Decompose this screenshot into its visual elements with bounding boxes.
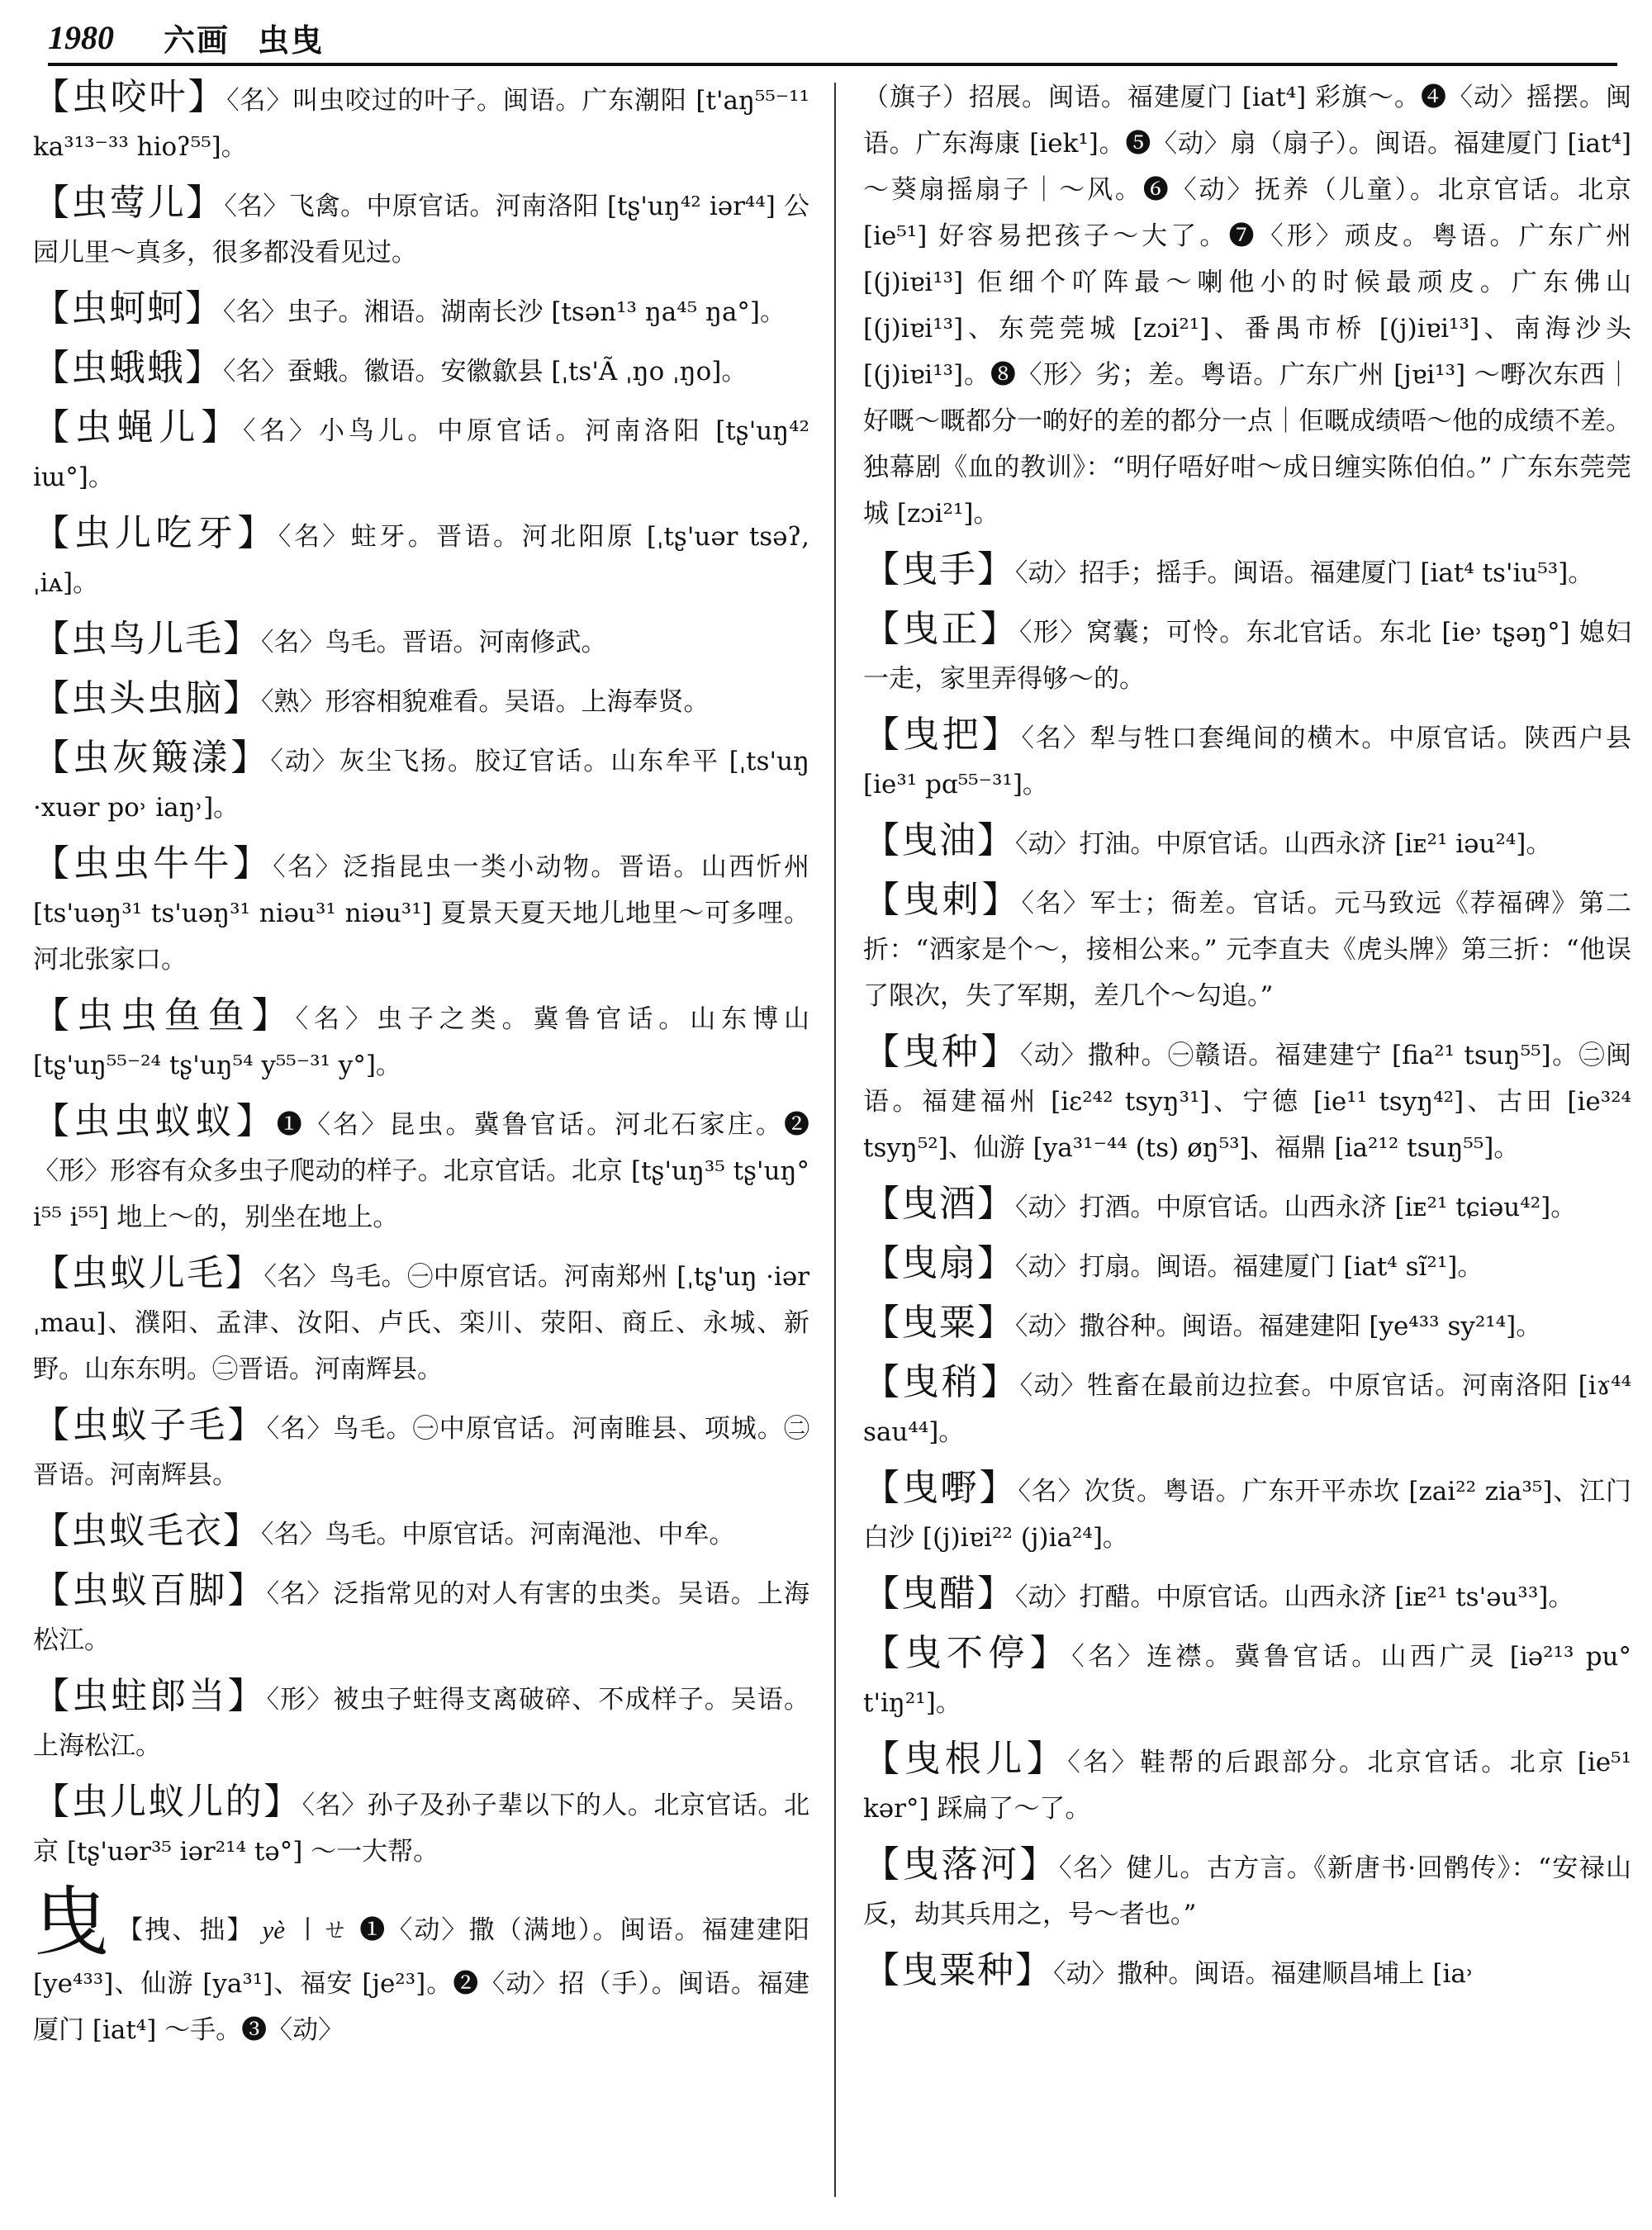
entry-headword: 【曳油】 — [863, 819, 1015, 861]
entry-headword: 【虫灰簸漾】 — [33, 737, 271, 779]
entry-曳嘢: 【曳嘢】〈名〉次货。粤语。广东开平赤坎 [zai²² zia³⁵]、江门白沙 [(j)iɐi²² (j)ia²⁴]。 — [863, 1467, 1631, 1553]
entry-虫蚁儿毛: 【虫蚁儿毛】〈名〉鸟毛。㊀中原官话。河南郑州 [ˌtʂ'uŋ ·iər ˌmau]、濮阳、孟津、汝阳、卢氏、栾川、荥阳、商丘、永城、新野。山东东明。㊁晋语。河南辉县。 — [33, 1252, 810, 1384]
entry-曳不停: 【曳不停】〈名〉连襟。冀鲁官话。山西广灵 [iə²¹³ pu° t'iŋ²¹]。 — [863, 1632, 1632, 1718]
entry-曳稍: 【曳稍】〈动〉牲畜在最前边拉套。中原官话。河南洛阳 [iɤ⁴⁴ sau⁴⁴]。 — [863, 1361, 1632, 1447]
main-variants: 【拽、拙】 — [117, 1915, 254, 1945]
entry-虫蚁子毛: 【虫蚁子毛】〈名〉鸟毛。㊀中原官话。河南睢县、项城。㊁晋语。河南辉县。 — [33, 1404, 809, 1490]
entry-曳粟种: 【曳粟种】〈动〉撒种。闽语。福建顺昌埔上 [ia˒ — [863, 1949, 1474, 1991]
entry-虫鸟儿毛: 【虫鸟儿毛】〈名〉鸟毛。晋语。河南修武。 — [33, 618, 607, 660]
entry-虫虫牛牛: 【虫虫牛牛】〈名〉泛指昆虫一类小动物。晋语。山西忻州 [ts'uəŋ³¹ ts'uəŋ³¹ niəu³¹ niəu³¹] 夏景天夏天地儿地里～可多哩。河北张家口。 — [33, 842, 809, 975]
entry-headword: 【虫蚁毛衣】 — [33, 1510, 261, 1552]
entry-headword: 【虫蚁子毛】 — [33, 1404, 267, 1446]
entry-虫虫蚁蚁: 【虫虫蚁蚁】❶〈名〉昆虫。冀鲁官话。河北石家庄。❷〈形〉形容有众多虫子爬动的样子。北京官话。北京 [tʂ'uŋ³⁵ tʂ'uŋ° i⁵⁵ i⁵⁵] 地上～的，别坐在地上。 — [33, 1100, 809, 1232]
entry-headword: 【曳粟】 — [863, 1302, 1015, 1344]
entry-headword: 【虫头虫脑】 — [33, 677, 261, 719]
entry-虫儿蚁儿的: 【虫儿蚁儿的】〈名〉孙子及孙子辈以下的人。北京官话。北京 [tʂ'uər³⁵ iər²¹⁴ tə°] ～一大帮。 — [33, 1781, 810, 1867]
entry-虫咬叶: 【虫咬叶】〈名〉叫虫咬过的叶子。闽语。广东潮阳 [t'aŋ⁵⁵⁻¹¹ ka³¹³⁻³³ hioʔ⁵⁵]。 — [33, 76, 810, 162]
entry-虫灰簸漾: 【虫灰簸漾】〈动〉灰尘飞扬。胶辽官话。山东牟平 [ˌts'uŋ ·xuər po˒ iaŋ˒]。 — [33, 737, 810, 823]
entry-headword: 【虫虫鱼鱼】 — [33, 994, 296, 1037]
entry-曳根儿: 【曳根儿】〈名〉鞋帮的后跟部分。北京官话。北京 [ie⁵¹ kər°] 踩扁了～了。 — [863, 1738, 1632, 1824]
entry-虫头虫脑: 【虫头虫脑】〈熟〉形容相貌难看。吴语。上海奉贤。 — [33, 677, 710, 719]
entry-headword: 【虫蚁百脚】 — [33, 1569, 267, 1611]
entry-曳酒: 【曳酒】〈动〉打酒。中原官话。山西永济 [iᴇ²¹ tɕiəu⁴²]。 — [863, 1183, 1577, 1225]
entry-曳扇: 【曳扇】〈动〉打扇。闽语。福建厦门 [iat⁴ sĩ²¹]。 — [863, 1242, 1483, 1284]
entry-曳粟: 【曳粟】〈动〉撒谷种。闽语。福建建阳 [ye⁴³³ sy²¹⁴]。 — [863, 1302, 1542, 1344]
entry-虫虫鱼鱼: 【虫虫鱼鱼】〈名〉虫子之类。冀鲁官话。山东博山 [tʂ'uŋ⁵⁵⁻²⁴ tʂ'uŋ⁵⁴ y⁵⁵⁻³¹ y°]。 — [33, 994, 810, 1080]
entry-headword: 【曳正】 — [863, 608, 1019, 650]
entry-headword: 【虫虫牛牛】 — [33, 842, 273, 885]
right-column — [863, 74, 1631, 2007]
entry-虫莺儿: 【虫莺儿】〈名〉飞禽。中原官话。河南洛阳 [tʂ'uŋ⁴² iər⁴⁴] 公园儿里～真多，很多都没看见过。 — [33, 182, 810, 268]
entry-headword: 【虫鸟儿毛】 — [33, 618, 261, 660]
entry-headword: 【曳手】 — [863, 548, 1015, 591]
entry-headword: 【曳把】 — [863, 714, 1022, 756]
entry-曳正: 【曳正】〈形〉窝囊；可怜。东北官话。东北 [ie˒ tʂəŋ°] 媳妇一走，家里弄得够～的。 — [863, 608, 1631, 694]
entry-虫蝇儿: 【虫蝇儿】〈名〉小鸟儿。中原官话。河南洛阳 [tʂ'uŋ⁴² iɯ°]。 — [33, 406, 809, 492]
column-divider — [834, 83, 836, 2197]
entry-虫蛀郎当: 【虫蛀郎当】〈形〉被虫子蛀得支离破碎、不成样子。吴语。上海松江。 — [33, 1675, 809, 1761]
main-zhuyin: 丨ㄝ — [293, 1915, 350, 1945]
entry-headword: 【曳落河】 — [863, 1843, 1059, 1886]
entry-headword: 【虫蛾蛾】 — [33, 347, 223, 389]
entry-曳醋: 【曳醋】〈动〉打醋。中原官话。山西永济 [iᴇ²¹ ts'əu³³]。 — [863, 1573, 1574, 1615]
entry-曳手: 【曳手】〈动〉招手；摇手。闽语。福建厦门 [iat⁴ ts'iu⁵³]。 — [863, 548, 1594, 591]
entry-headword: 【虫儿蚁儿的】 — [33, 1781, 302, 1823]
left-column — [33, 74, 809, 2063]
entry-headword: 【曳酒】 — [863, 1183, 1015, 1225]
entry-虫蚵蚵: 【虫蚵蚵】〈名〉虫子。湘语。湖南长沙 [tsən¹³ ŋa⁴⁵ ŋa°]。 — [33, 287, 786, 330]
stroke-section: 六画 — [164, 21, 230, 59]
entry-headword: 【虫蝇儿】 — [33, 406, 244, 448]
entry-headword: 【曳不停】 — [863, 1632, 1072, 1674]
entry-headword: 【曳稍】 — [863, 1361, 1020, 1403]
entry-headword: 【曳醋】 — [863, 1573, 1015, 1615]
entry-曳-continued: （旗子）招展。闽语。福建厦门 [iat⁴] 彩旗～。❹〈动〉摇摆。闽语。广东海康 [iek¹]。❺〈动〉扇（扇子）。闽语。福建厦门 [iat⁴] ～葵扇摇扇子｜～风。❻〈动〉抚养（儿童）。北京官话。北京 [ie⁵¹] 好容易把孩子～大了。❼〈形〉顽皮。粤语。广东广州 [(j)iɐi¹³] 佢细个吖阵最～喇他小的时候最顽皮。广东佛山 [(j)iɐi¹³]、东莞莞城 [zɔi²¹]、番禺市桥 [(j)iɐi¹³]、南海沙头 [(j)iɐi¹³]。❽〈形〉劣；差。粤语。广东广州 [jɐi¹³] ～嘢次东西｜好嘅～嘅都分一啲好的差的都分一点｜佢嘅成绩唔～他的成绩不差。独幕剧《血的教训》：“明仔唔好咁～成日缠实陈伯伯。” 广东东莞莞城 [zɔi²¹]。 — [863, 83, 1631, 529]
main-definition: ❶〈动〉撒（满地）。闽语。福建建阳 [ye⁴³³]、仙游 [ya³¹]、福安 [je²³]。❷〈动〉招（手）。闽语。福建厦门 [iat⁴] ～手。❸〈动〉 — [33, 1915, 810, 2045]
entry-曳把: 【曳把】〈名〉犁与牲口套绳间的横木。中原官话。陕西户县 [ie³¹ pɑ⁵⁵⁻³¹]。 — [863, 714, 1632, 799]
entry-曳剌: 【曳剌】〈名〉军士；衙差。官话。元马致远《荐福碑》第二折：“洒家是个～，接相公来。” 元李直夫《虎头牌》第三折：“他误了限次，失了军期，差几个～勾追。” — [863, 879, 1632, 1011]
entry-曳落河: 【曳落河】〈名〉健儿。古方言。《新唐书·回鹘传》：“安禄山反，劫其兵用之，号～者也。” — [863, 1843, 1632, 1929]
entry-虫蛾蛾: 【虫蛾蛾】〈名〉蚕蛾。徽语。安徽歙县 [ˌts'Ã ˌŋo ˌŋo]。 — [33, 347, 748, 389]
entry-headword: 【曳根儿】 — [863, 1738, 1068, 1780]
entry-headword: 【曳剌】 — [863, 879, 1022, 921]
main-headword: 曳 — [33, 1878, 112, 1967]
entry-headword: 【虫蚁儿毛】 — [33, 1252, 264, 1294]
main-entry-曳 — [33, 1878, 810, 2053]
entry-曳油: 【曳油】〈动〉打油。中原官话。山西永济 [iᴇ²¹ iəu²⁴]。 — [863, 819, 1552, 861]
entry-曳种: 【曳种】〈动〉撒种。㊀赣语。福建建宁 [fia²¹ tsuŋ⁵⁵]。㊁闽语。福建福州 [iɛ²⁴² tsyŋ³¹]、宁德 [ie¹¹ tsyŋ⁴²]、古田 [ie³²⁴ tsyŋ⁵²]、仙游 [ya³¹⁻⁴⁴ (ts) øŋ⁵³]、福鼎 [ia²¹² tsuŋ⁵⁵]。 — [863, 1031, 1632, 1163]
entry-headword: 【虫莺儿】 — [33, 182, 225, 224]
entry-headword: 【曳嘢】 — [863, 1467, 1018, 1509]
page-number: 1980 — [48, 18, 114, 56]
entry-headword: 【曳粟种】 — [863, 1949, 1053, 1991]
page-header — [48, 12, 1617, 66]
entry-虫蚁百脚: 【虫蚁百脚】〈名〉泛指常见的对人有害的虫类。吴语。上海松江。 — [33, 1569, 809, 1655]
entry-headword: 【虫虫蚁蚁】 — [33, 1100, 277, 1142]
entry-headword: 【虫儿吃牙】 — [33, 512, 278, 554]
entry-headword: 【虫蛀郎当】 — [33, 1675, 267, 1717]
main-pinyin: yè — [262, 1915, 286, 1944]
entry-headword: 【曳扇】 — [863, 1242, 1015, 1284]
entry-headword: 【曳种】 — [863, 1031, 1020, 1073]
entry-headword: 【虫咬叶】 — [33, 76, 227, 118]
entry-虫蚁毛衣: 【虫蚁毛衣】〈名〉鸟毛。中原官话。河南渑池、中牟。 — [33, 1510, 735, 1552]
entry-headword: 【虫蚵蚵】 — [33, 287, 223, 330]
entry-虫儿吃牙: 【虫儿吃牙】〈名〉蛀牙。晋语。河北阳原 [ˌtʂ'uər tsəʔ, ˌiᴀ]。 — [33, 512, 810, 598]
header-characters: 虫曳 — [258, 21, 325, 59]
